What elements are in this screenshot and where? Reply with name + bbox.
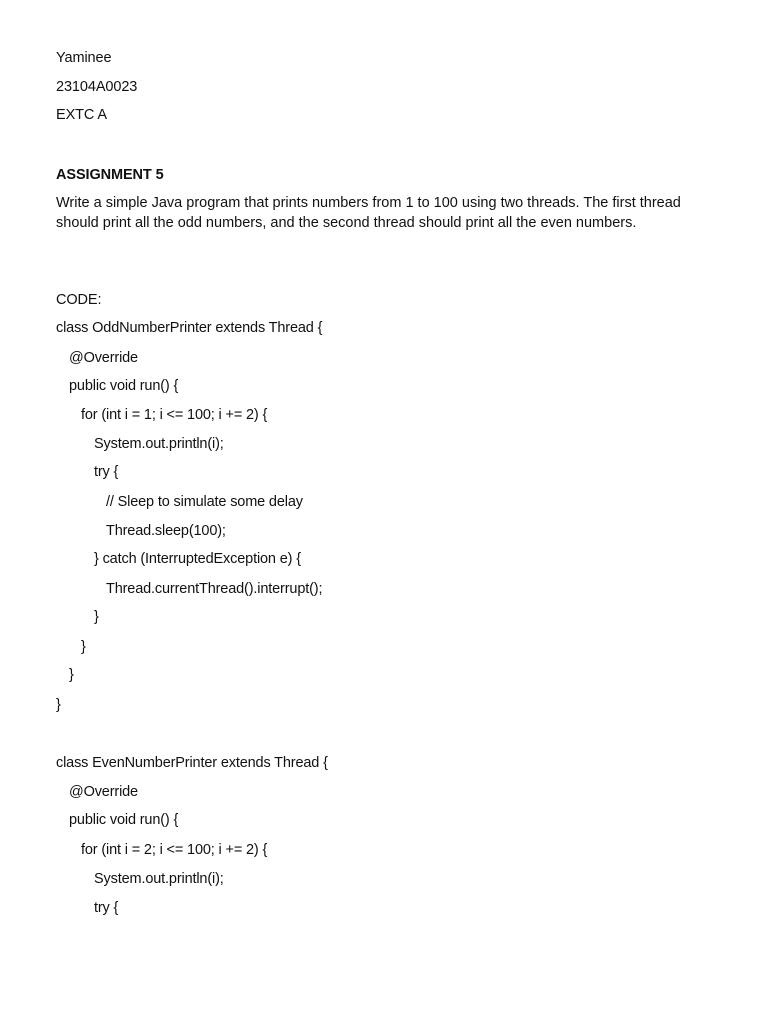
student-class: EXTC A (56, 107, 107, 123)
code-line: @Override (69, 350, 138, 366)
code-line: @Override (69, 784, 138, 800)
code-label: CODE: (56, 292, 102, 308)
code-line: for (int i = 2; i <= 100; i += 2) { (81, 842, 268, 858)
student-id: 23104A0023 (56, 79, 138, 95)
code-line: System.out.println(i); (94, 436, 224, 452)
code-line: class OddNumberPrinter extends Thread { (56, 320, 323, 336)
code-line: Thread.sleep(100); (106, 523, 226, 539)
student-name: Yaminee (56, 50, 112, 66)
code-line: // Sleep to simulate some delay (106, 494, 303, 510)
assignment-title: ASSIGNMENT 5 (56, 167, 164, 183)
code-line: Thread.currentThread().interrupt(); (106, 581, 323, 597)
assignment-description: Write a simple Java program that prints numbers from 1 to 100 using two threads. The first thread should print all the odd numbers, and the second thread should print all the even numbers. (56, 195, 681, 231)
code-line: for (int i = 1; i <= 100; i += 2) { (81, 407, 268, 423)
code-line: public void run() { (69, 378, 179, 394)
code-line: class EvenNumberPrinter extends Thread { (56, 755, 328, 771)
code-line: try { (94, 900, 119, 916)
code-line: } (81, 639, 86, 655)
code-line: } catch (InterruptedException e) { (94, 551, 301, 567)
code-line: try { (94, 464, 119, 480)
code-line: } (94, 609, 99, 625)
code-line: } (56, 697, 61, 713)
code-line: System.out.println(i); (94, 871, 224, 887)
code-line: public void run() { (69, 812, 179, 828)
code-line: } (69, 667, 74, 683)
